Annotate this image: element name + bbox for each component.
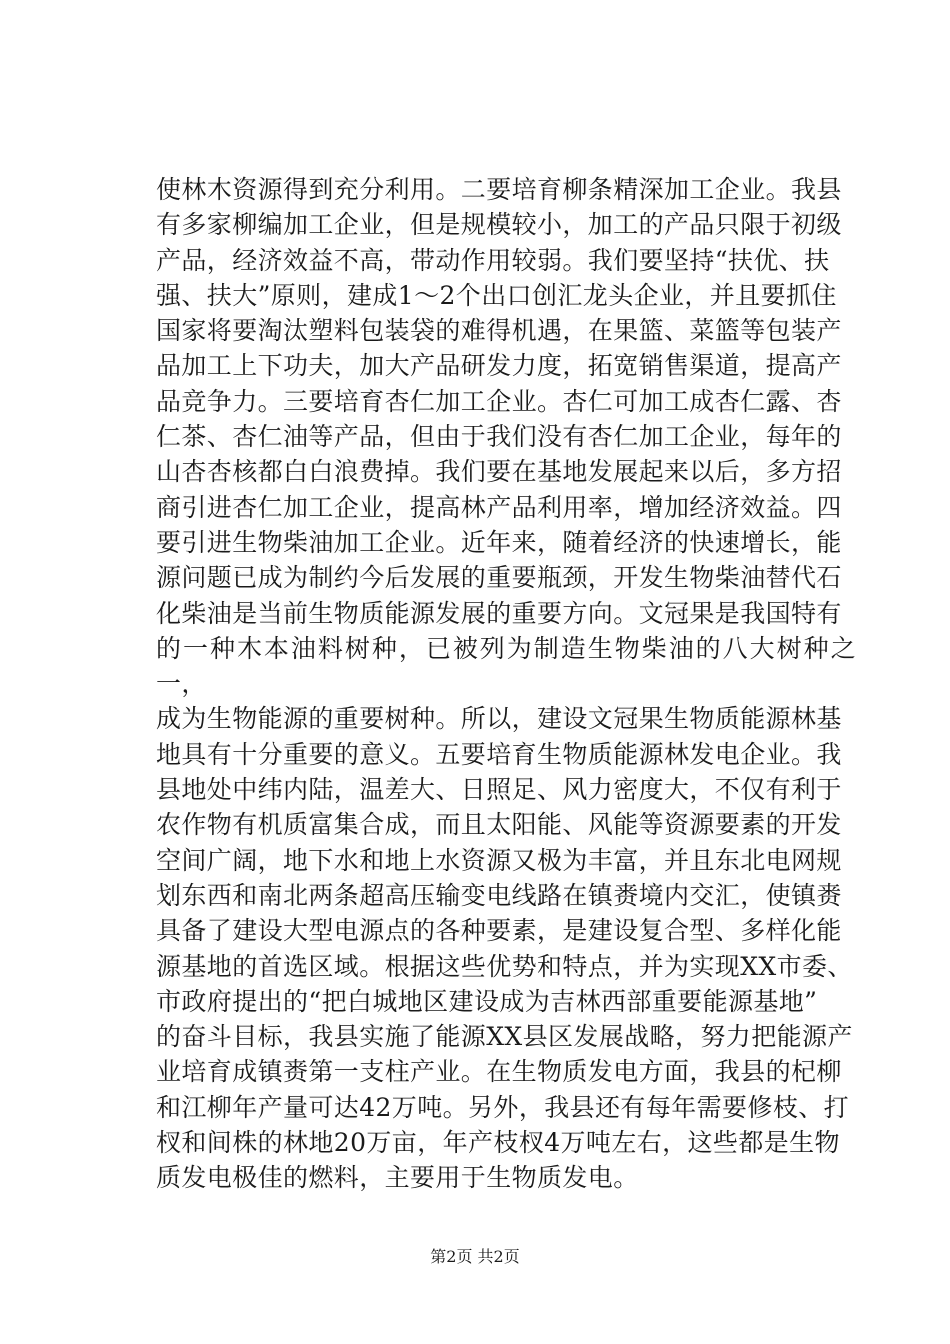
page-footer: 第2页 共2页 [430, 1247, 520, 1266]
body-paragraph: 使林木资源得到充分利用。二要培育柳条精深加工企业。我县 有多家柳编加工企业，但是规模较小，加工的产品只限于初级 产品，经济效益不高，带动作用较弱。我们要坚持“扶优、扶 强、扶大”原则，建成1～2个出口创汇龙头企业，并且要抓住 国家将要淘汰塑料包装袋的难得机遇，在果篮、菜篮等包装产 品加工上下功夫，加大产品研发力度，拓宽销售渠道，提高产 品竞争力。三要培育杏仁加工企业。杏仁可加工成杏仁露、杏 仁茶、杏仁油等产品，但由于我们没有杏仁加工企业，每年的 山杏杏核都白白浪费掉。我们要在基地发展起来以后，多方招 商引进杏仁加工企业，提高林产品利用率，增加经济效益。四 要引进生物柴油加工企业。近年来，随着经济的快速增长，能 源问题已成为制约今后发展的重要瓶颈，开发生物柴油替代石 化柴油是当前生物质能源发展的重要方向。文冠果是我国特有 的一种木本油料树种，已被列为制造生物柴油的八大树种之一， 成为生物能源的重要树种。所以，建设文冠果生物质能源林基 地具有十分重要的意义。五要培育生物质能源林发电企业。我 县地处中纬内陆，温差大、日照足、风力密度大，不仅有利于 农作物有机质富集合成，而且太阳能、风能等资源要素的开发 空间广阔，地下水和地上水资源又极为丰富，并且东北电网规 划东西和南北两条超高压输变电线路在镇赉境内交汇，使镇赉 具备了建设大型电源点的各种要素，是建设复合型、多样化能 源基地的首选区域。根据这些优势和特点，并为实现XX市委、 市政府提出的“把白城地区建设成为吉林西部重要能源基地” 的奋斗目标，我县实施了能源XX县区发展战略，努力把能源产 业培育成镇赉第一支柱产业。在生物质发电方面，我县的杞柳 和江柳年产量可达42万吨。另外，我县还有每年需要修枝、打 杈和间株的林地20万亩，年产枝杈4万吨左右，这些都是生物 质发电极佳的燃料，主要用于生物质发电。 [156, 175, 856, 1193]
